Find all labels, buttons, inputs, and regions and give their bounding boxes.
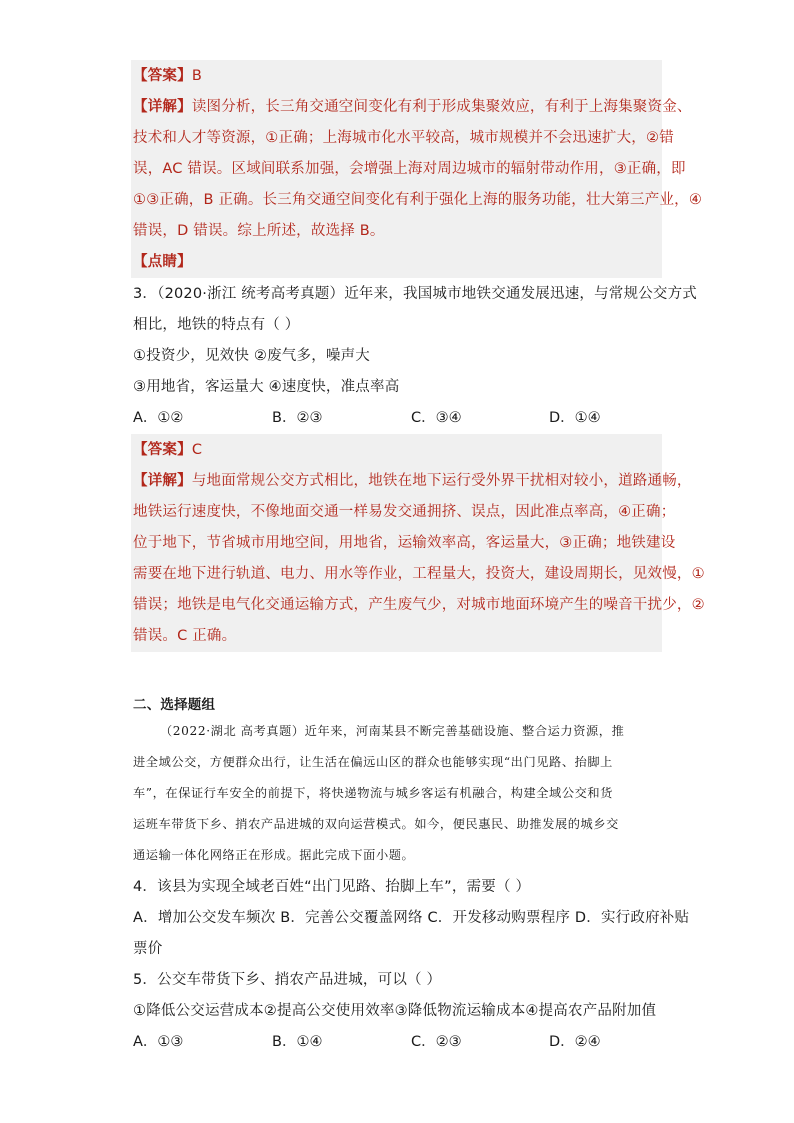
q4-stem: 4．该县为实现全域老百姓“出门见路、抬脚上车”，需要（ ）	[133, 879, 531, 895]
answer-tag: 【答案】	[133, 68, 192, 84]
detail2-line-6: 错误。C 正确。	[133, 628, 237, 644]
answer-value: B	[191, 68, 202, 84]
detail-line-3: 误，AC 错误。区域间联系加强，会增强上海对周边城市的辐射带动作用，③正确，即	[133, 161, 686, 177]
detail2-tag: 【详解】	[133, 473, 192, 489]
point-tag: 【点睛】	[133, 254, 192, 270]
material-line-1: （2022·湖北 高考真题）近年来，河南某县不断完善基础设施、整合运力资源，推	[160, 724, 625, 738]
detail-line-5: 错误，D 错误。综上所述，故选择 B。	[133, 223, 385, 239]
point-line	[133, 252, 192, 272]
q3-statement-1: ①投资少，见效快 ②废气多，噪声大	[133, 348, 371, 364]
q5-stem: 5．公交车带货下乡、捎农产品进城，可以（ ）	[133, 972, 442, 988]
answer2-tag: 【答案】	[133, 442, 192, 458]
material-line-5: 通运输一体化网络正在形成。据此完成下面小题。	[133, 848, 415, 862]
q3-option-d: D．①④	[549, 410, 601, 426]
q5-option-c: C．②③	[411, 1034, 462, 1050]
material-line-2: 进全域公交，方便群众出行，让生活在偏远山区的群众也能够实现“出门见路、抬脚上	[133, 755, 613, 769]
detail2-text: 与地面常规公交方式相比，地铁在地下运行受外界干扰相对较小，道路通畅，	[191, 473, 692, 489]
detail-line-4: ①③正确，B 正确。长三角交通空间变化有利于强化上海的服务功能，壮大第三产业，④	[133, 192, 703, 208]
answer2-value: C	[191, 442, 203, 458]
detail2-line-5: 错误；地铁是电气化交通运输方式，产生废气少，对城市地面环境产生的噪音干扰少，②	[133, 597, 705, 613]
q4-options-continuation: 票价	[133, 941, 163, 957]
q5-option-b: B．①④	[272, 1034, 323, 1050]
detail2-line-4: 需要在地下进行轨道、电力、用水等作业，工程量大，投资大，建设周期长，见效慢，①	[133, 566, 705, 582]
answer-line-1	[133, 66, 202, 86]
section-heading: 二、选择题组	[133, 697, 216, 713]
answer2-line-1	[133, 440, 202, 460]
material-line-3: 车”，在保证行车安全的前提下，将快递物流与城乡客运有机融合，构建全域公交和货	[133, 786, 613, 800]
material-line-4: 运班车带货下乡、捎农产品进城的双向运营模式。如今，便民惠民、助推发展的城乡交	[133, 817, 619, 831]
detail-line-1	[133, 97, 692, 117]
detail2-line-1	[133, 471, 692, 491]
q4-options: A．增加公交发车频次 B．完善公交覆盖网络 C．开发移动购票程序 D．实行政府补贴	[133, 910, 690, 926]
detail-text: 读图分析，长三角交通空间变化有利于形成集聚效应，有利于上海集聚资金、	[191, 99, 692, 115]
q3-stem-line-1: 3．（2020·浙江 统考高考真题）近年来，我国城市地铁交通发展迅速，与常规公交方式	[133, 286, 697, 302]
q3-option-b: B．②③	[272, 410, 323, 426]
q3-statement-2: ③用地省，客运量大 ④速度快，准点率高	[133, 379, 400, 395]
detail2-line-2: 地铁运行速度快，不像地面交通一样易发交通拥挤、误点，因此准点率高，④正确；	[133, 504, 676, 520]
detail-line-2: 技术和人才等资源，①正确；上海城市化水平较高，城市规模并不会迅速扩大，②错	[133, 130, 674, 146]
q5-option-d: D．②④	[549, 1034, 601, 1050]
q5-statements: ①降低公交运营成本②提高公交使用效率③降低物流运输成本④提高农产品附加值	[133, 1003, 657, 1019]
q3-option-a: A．①②	[133, 410, 184, 426]
q3-option-c: C．③④	[411, 410, 462, 426]
q5-option-a: A．①③	[133, 1034, 184, 1050]
detail-tag: 【详解】	[133, 99, 192, 115]
detail2-line-3: 位于地下，节省城市用地空间，用地省，运输效率高，客运量大，③正确；地铁建设	[133, 535, 676, 551]
q3-stem-line-2: 相比，地铁的特点有（ ）	[133, 317, 300, 333]
